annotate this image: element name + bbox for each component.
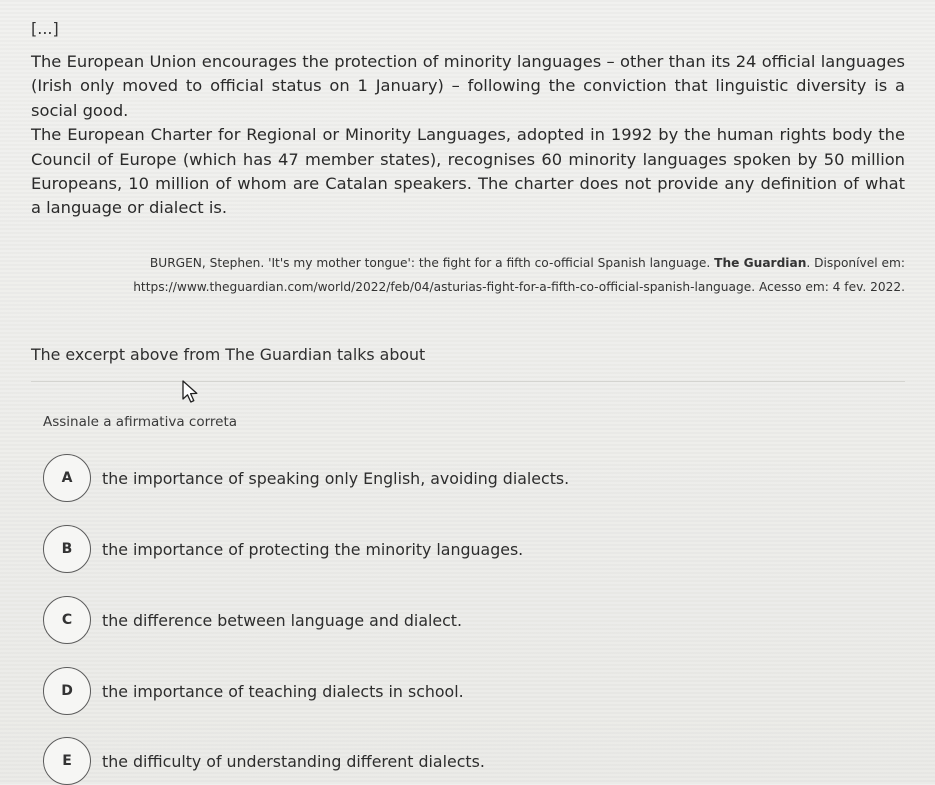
- passage-paragraph-2: The European Charter for Regional or Minority Languages, adopted in 1992 by the human rights body the Council of Europe (which has 47 member states), recognises 60 minority languages spoken by 50 million Europeans, 10 million of whom are Catalan speakers. The charter does not provide any definition of what a language or dialect is.: [31, 125, 905, 218]
- citation-source: The Guardian: [714, 256, 807, 270]
- mouse-pointer-icon: [182, 380, 202, 404]
- option-a[interactable]: [43, 454, 903, 502]
- question-prompt: The excerpt above from The Guardian talks about: [31, 345, 426, 364]
- divider: [31, 381, 905, 382]
- passage-text: [31, 50, 905, 221]
- option-e-text[interactable]: the difficulty of understanding different dialects.: [102, 751, 485, 771]
- option-d-text[interactable]: the importance of teaching dialects in school.: [102, 681, 464, 701]
- citation-prefix: BURGEN, Stephen. 'It's my mother tongue': the fight for a fifth co-official Spanish language.: [149, 256, 715, 270]
- option-b-badge[interactable]: B: [43, 525, 91, 573]
- option-a-badge[interactable]: A: [43, 454, 91, 502]
- option-d-badge[interactable]: D: [43, 667, 91, 715]
- option-e[interactable]: [43, 737, 903, 785]
- option-a-text[interactable]: the importance of speaking only English, avoiding dialects.: [102, 468, 570, 488]
- question-instruction: Assinale a afirmativa correta: [43, 414, 238, 430]
- option-b[interactable]: [43, 525, 903, 573]
- option-c-badge[interactable]: C: [43, 596, 91, 644]
- option-c[interactable]: [43, 596, 903, 644]
- citation: [60, 252, 905, 299]
- passage-paragraph-1: The European Union encourages the protection of minority languages – other than its 24 official languages (Irish only moved to official status on 1 January) – following the conviction that linguistic diversity is a social good.: [31, 52, 905, 120]
- option-d[interactable]: [43, 667, 903, 715]
- citation-suffix: . Disponível em: https://www.theguardian.com/world/2022/feb/04/asturias-fight-for-a-fifth-co-official-spanish-language. Acesso em: 4 fev. 2022.: [133, 256, 905, 294]
- passage-ellipsis: [...]: [31, 19, 59, 38]
- option-c-text[interactable]: the difference between language and dialect.: [102, 610, 463, 630]
- option-e-badge[interactable]: E: [43, 737, 91, 785]
- option-b-text[interactable]: the importance of protecting the minority languages.: [102, 539, 524, 559]
